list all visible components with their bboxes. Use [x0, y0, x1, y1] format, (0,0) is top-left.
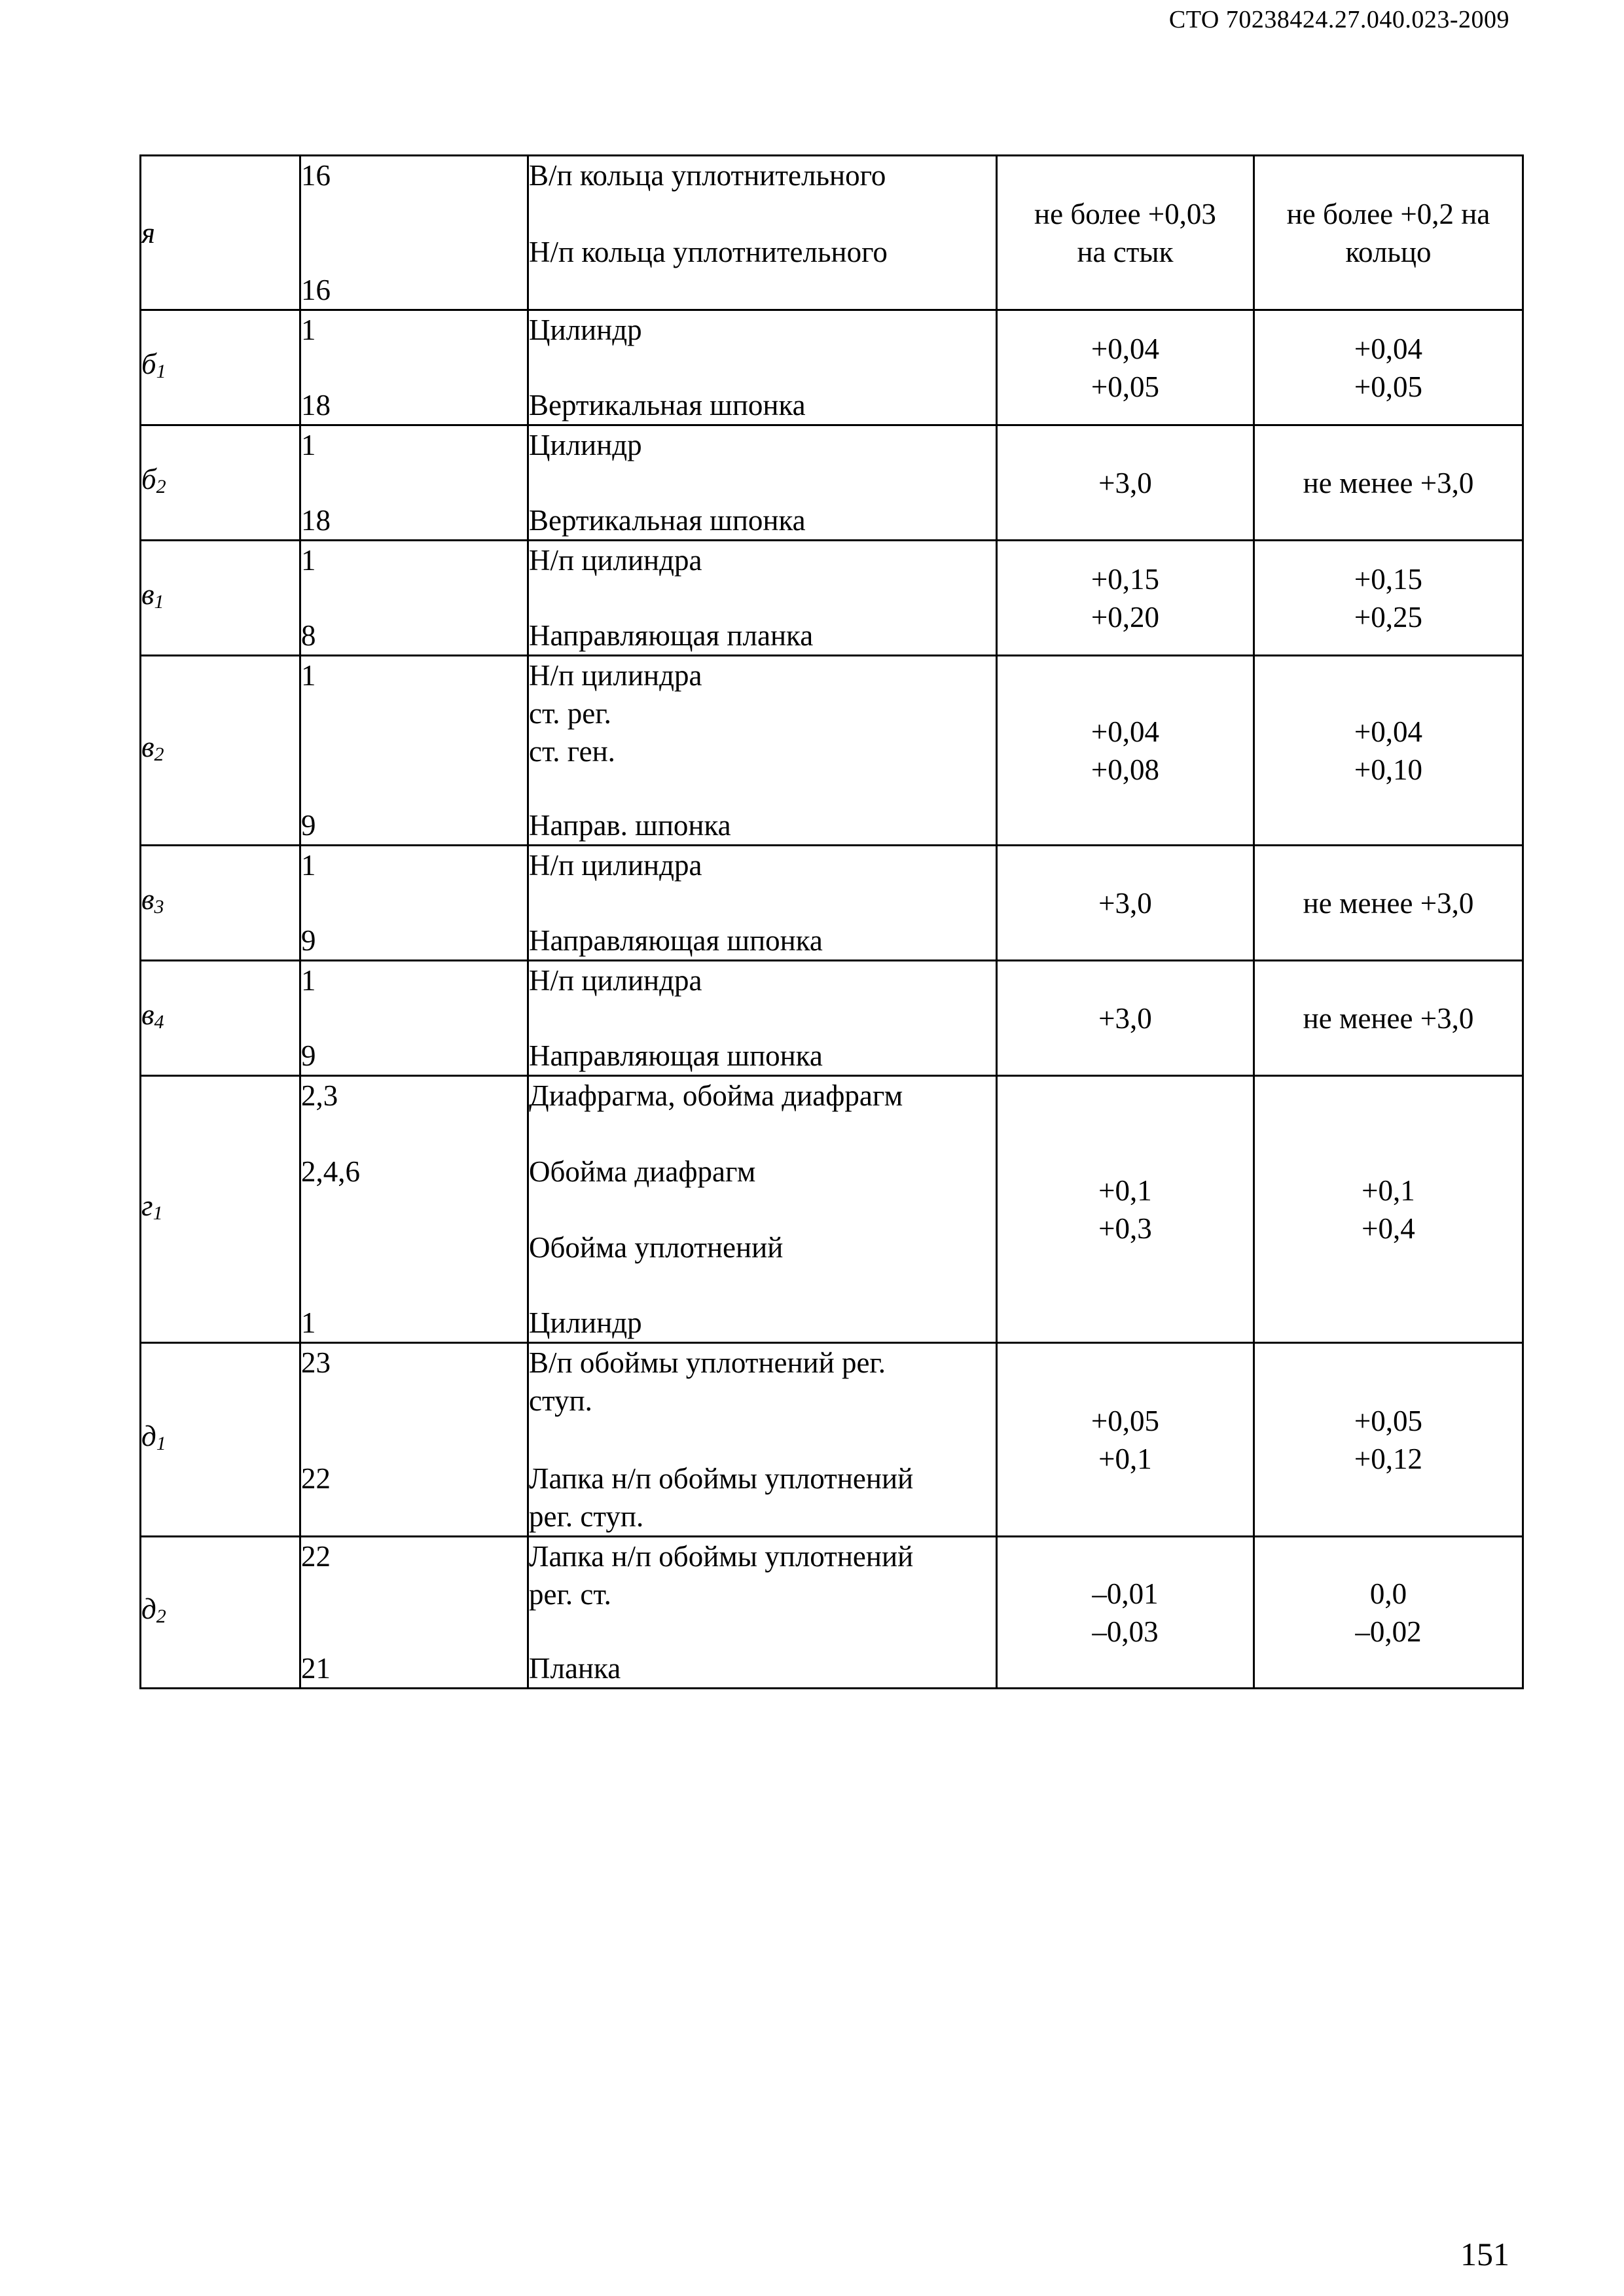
tolerance-value-1 [997, 541, 1254, 656]
dimension-label [141, 156, 300, 310]
part-names [528, 310, 997, 425]
dimension-letter: д [141, 1419, 156, 1452]
cell-line: 21 [301, 1652, 331, 1685]
dimension-subscript: 2 [154, 743, 164, 765]
dimension-label [141, 656, 300, 846]
document-code-header: СТО 70238424.27.040.023-2009 [1168, 6, 1509, 33]
cell-line: +0,05 [1354, 1404, 1423, 1437]
cell-line: +0,25 [1354, 600, 1423, 634]
cell-line: +0,1 [1098, 1174, 1152, 1207]
cell-line: +0,04 [1091, 715, 1160, 748]
part-names [528, 156, 997, 310]
position-numbers [300, 1343, 528, 1537]
cell-line: 8 [301, 619, 316, 652]
tolerance-value-1 [997, 846, 1254, 961]
cell-line [301, 1498, 527, 1535]
cell-line: +0,04 [1354, 332, 1423, 365]
tolerance-value-2 [1254, 1537, 1523, 1689]
cell-line [529, 1191, 996, 1229]
dimension-label [141, 961, 300, 1076]
cell-line: не более +0,03 [1034, 197, 1216, 230]
part-names [528, 1076, 997, 1343]
table-row [141, 846, 1523, 961]
cell-line: +3,0 [1098, 466, 1152, 499]
cell-line: не менее +3,0 [1303, 886, 1474, 920]
dimension-label [141, 1343, 300, 1537]
dimension-subscript: 1 [156, 1432, 166, 1454]
part-names [528, 1537, 997, 1689]
dimension-letter: д [141, 1592, 156, 1625]
part-names [528, 961, 997, 1076]
cell-line: Обойма уплотнений [529, 1231, 784, 1264]
cell-line: 1 [301, 544, 316, 577]
cell-line: Диафрагма, обойма диафрагм [529, 1079, 903, 1112]
position-numbers [300, 1076, 528, 1343]
cell-line: Направляющая шпонка [529, 924, 823, 957]
cell-line: +0,12 [1354, 1442, 1423, 1475]
cell-line: 1 [301, 964, 316, 997]
cell-line: 9 [301, 924, 316, 957]
cell-line: Лапка н/п обоймы уплотнений [529, 1540, 914, 1573]
cell-line: 23 [301, 1346, 331, 1379]
cell-line: ступ. [529, 1384, 592, 1417]
cell-line: рег. ст. [529, 1578, 611, 1611]
table-body [141, 156, 1523, 1689]
cell-line: +0,3 [1098, 1211, 1152, 1245]
cell-line: +3,0 [1098, 1001, 1152, 1035]
dimension-letter: б [141, 347, 156, 380]
cell-line: 22 [301, 1540, 331, 1573]
page-number: 151 [1460, 2236, 1509, 2272]
cell-line: 9 [301, 1039, 316, 1072]
tolerance-value-2 [1254, 310, 1523, 425]
cell-line: 2,4,6 [301, 1155, 360, 1188]
cell-line: на стык [1077, 235, 1174, 268]
dimension-subscript: 2 [156, 475, 166, 497]
cell-line: Н/п кольца уплотнительного [529, 236, 888, 268]
part-names [528, 425, 997, 541]
position-numbers [300, 310, 528, 425]
cell-line: кольцо [1345, 235, 1432, 268]
cell-line: 9 [301, 809, 316, 842]
dimension-letter: б [141, 462, 156, 495]
dimension-label [141, 1076, 300, 1343]
tolerance-value-1 [997, 425, 1254, 541]
tolerance-value-1 [997, 656, 1254, 846]
cell-line: ст. ген. [529, 735, 615, 768]
cell-line: 1 [301, 659, 316, 692]
dimension-label [141, 846, 300, 961]
tolerance-value-1 [997, 156, 1254, 310]
cell-line: 1 [301, 314, 316, 346]
cell-line: не более +0,2 на [1286, 197, 1490, 230]
cell-line: Н/п цилиндра [529, 964, 702, 997]
cell-line [529, 271, 996, 309]
tolerance-value-2 [1254, 846, 1523, 961]
tolerance-value-2 [1254, 156, 1523, 310]
cell-line: +0,04 [1354, 715, 1423, 748]
dimension-subscript: 1 [153, 1202, 163, 1224]
position-numbers [300, 541, 528, 656]
tolerance-table [139, 154, 1524, 1689]
cell-line: Н/п цилиндра [529, 849, 702, 882]
cell-line: +0,05 [1354, 370, 1423, 403]
cell-line: +0,05 [1091, 370, 1160, 403]
cell-line: не менее +3,0 [1303, 1001, 1474, 1035]
dimension-letter: г [141, 1189, 153, 1222]
position-numbers [300, 846, 528, 961]
part-names [528, 1343, 997, 1537]
dimension-letter: я [141, 216, 155, 249]
cell-line: +0,1 [1098, 1442, 1152, 1475]
dimension-subscript: 1 [156, 360, 166, 382]
cell-line: Обойма диафрагм [529, 1155, 756, 1188]
cell-line: Направляющая шпонка [529, 1039, 823, 1072]
tolerance-value-1 [997, 1343, 1254, 1537]
cell-line: –0,03 [1092, 1615, 1159, 1648]
dimension-subscript: 4 [154, 1011, 164, 1033]
cell-line: 1 [301, 849, 316, 882]
cell-line: В/п кольца уплотнительного [529, 159, 886, 192]
cell-line: –0,02 [1355, 1615, 1422, 1648]
cell-line: +0,20 [1091, 600, 1160, 634]
dimension-letter: в [141, 997, 154, 1031]
dimension-letter: в [141, 882, 154, 916]
cell-line: 16 [301, 159, 331, 192]
cell-line: +0,08 [1091, 753, 1160, 786]
dimension-letter: в [141, 730, 154, 763]
tolerance-value-1 [997, 961, 1254, 1076]
cell-line [301, 1115, 527, 1153]
tolerance-value-2 [1254, 961, 1523, 1076]
cell-line: Вертикальная шпонка [529, 504, 806, 537]
table-row [141, 310, 1523, 425]
cell-line: 22 [301, 1462, 331, 1495]
dimension-label [141, 541, 300, 656]
cell-line: +3,0 [1098, 886, 1152, 920]
cell-line: +0,05 [1091, 1404, 1160, 1437]
cell-line: +0,4 [1362, 1211, 1415, 1245]
tolerance-value-1 [997, 1076, 1254, 1343]
position-numbers [300, 1537, 528, 1689]
dimension-subscript: 3 [154, 895, 164, 918]
cell-line: ст. рег. [529, 697, 611, 730]
cell-line: рег. ступ. [529, 1500, 644, 1533]
part-names [528, 846, 997, 961]
tolerance-value-2 [1254, 1076, 1523, 1343]
cell-line: Цилиндр [529, 314, 642, 346]
table-row [141, 1343, 1523, 1537]
tolerance-value-2 [1254, 425, 1523, 541]
table-row [141, 541, 1523, 656]
cell-line: Планка [529, 1652, 621, 1685]
cell-line: 1 [301, 1306, 316, 1339]
cell-line: Лапка н/п обоймы уплотнений [529, 1462, 914, 1495]
cell-line: 18 [301, 504, 331, 537]
table-row [141, 1537, 1523, 1689]
tolerance-value-1 [997, 310, 1254, 425]
tolerance-value-2 [1254, 656, 1523, 846]
cell-line [529, 1115, 996, 1153]
cell-line: 0,0 [1369, 1577, 1407, 1610]
cell-line: Н/п цилиндра [529, 659, 702, 692]
cell-line: Н/п цилиндра [529, 544, 702, 577]
cell-line: +0,1 [1362, 1174, 1415, 1207]
position-numbers [300, 656, 528, 846]
dimension-label [141, 425, 300, 541]
cell-line: +0,04 [1091, 332, 1160, 365]
cell-line: –0,01 [1092, 1577, 1159, 1610]
dimension-label [141, 310, 300, 425]
tolerance-value-2 [1254, 1343, 1523, 1537]
cell-line: 1 [301, 429, 316, 461]
cell-line: Цилиндр [529, 429, 642, 461]
cell-line: Цилиндр [529, 1306, 642, 1339]
table-row [141, 156, 1523, 310]
position-numbers [300, 156, 528, 310]
cell-line: 18 [301, 389, 331, 422]
cell-line: Направ. шпонка [529, 809, 731, 842]
part-names [528, 541, 997, 656]
cell-line: +0,15 [1354, 562, 1423, 596]
dimension-letter: в [141, 577, 154, 611]
cell-line: не менее +3,0 [1303, 466, 1474, 499]
cell-line: 16 [301, 274, 331, 306]
cell-line: +0,10 [1354, 753, 1423, 786]
table-row [141, 1076, 1523, 1343]
position-numbers [300, 425, 528, 541]
cell-line: Вертикальная шпонка [529, 389, 806, 422]
cell-line: В/п обоймы уплотнений рег. [529, 1346, 886, 1379]
part-names [528, 656, 997, 846]
tolerance-value-2 [1254, 541, 1523, 656]
table-row [141, 961, 1523, 1076]
tolerance-value-1 [997, 1537, 1254, 1689]
cell-line: +0,15 [1091, 562, 1160, 596]
cell-line: Направляющая планка [529, 619, 814, 652]
position-numbers [300, 961, 528, 1076]
cell-line: 2,3 [301, 1079, 338, 1112]
dimension-subscript: 1 [154, 590, 164, 613]
dimension-subscript: 2 [156, 1605, 166, 1627]
table-row [141, 656, 1523, 846]
dimension-label [141, 1537, 300, 1689]
table-row [141, 425, 1523, 541]
